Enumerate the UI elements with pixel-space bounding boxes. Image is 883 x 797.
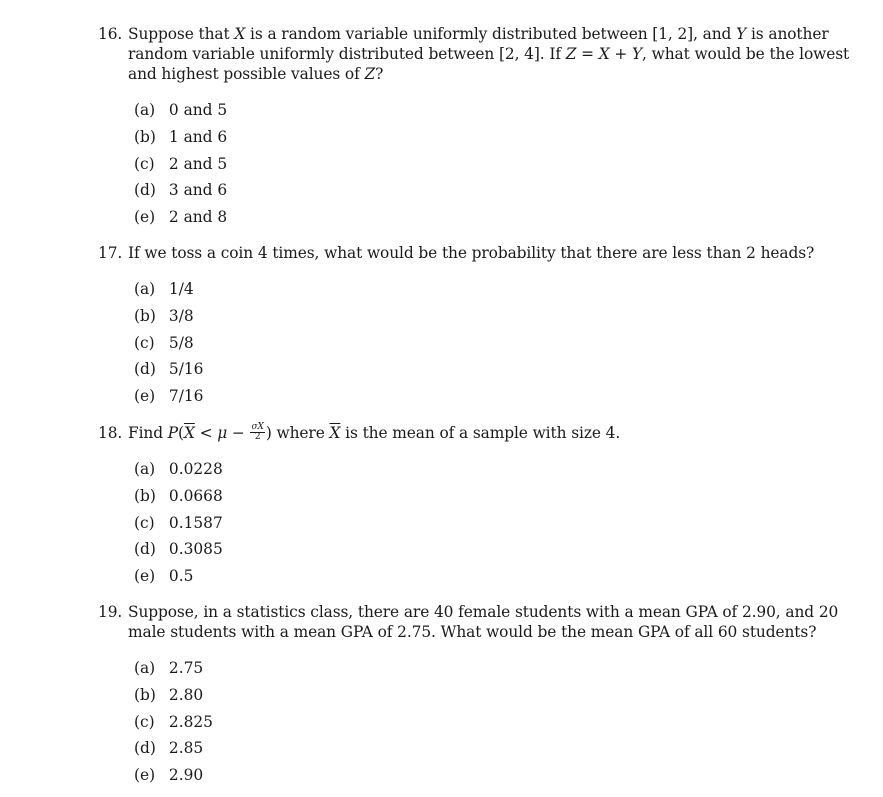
choice-b[interactable]: (b) 2.80 bbox=[134, 685, 204, 704]
question-text: If we toss a coin 4 times, what would be the probability that there are less than 2 heads? bbox=[128, 244, 815, 262]
question-stem bbox=[98, 423, 853, 444]
question-text: Suppose, in a statistics class, there are 40 female students with a mean GPA of 2.90, and 20 male students with a mean GPA of 2.75. What would be the mean GPA of all 60 students? bbox=[128, 603, 839, 641]
choice-e[interactable]: (e) 7/16 bbox=[134, 387, 204, 405]
choice-e[interactable]: (e) 2.90 bbox=[134, 766, 204, 784]
question-text: Find $P(\overline{X} < \mu$ − $\frac{\sigma X}{2}$ ) where $\overline{X}$ is the mean of a sample with size 4. bbox=[128, 421, 621, 442]
question-number: 19. bbox=[98, 603, 123, 621]
question-16 bbox=[98, 24, 853, 226]
question-stem bbox=[98, 24, 853, 84]
choice-b[interactable]: (b) 1 and 6 bbox=[134, 127, 228, 146]
choice-a[interactable]: (a) 0.0228 bbox=[134, 460, 223, 478]
question-number: 16. bbox=[98, 25, 123, 43]
choice-a[interactable]: (a) 1/4 bbox=[134, 280, 194, 298]
choice-c[interactable]: (c) 0.1587 bbox=[134, 513, 223, 532]
choice-list bbox=[134, 100, 227, 234]
choice-c[interactable]: (c) 2 and 5 bbox=[134, 154, 228, 173]
choice-d[interactable]: (d) 3 and 6 bbox=[134, 181, 228, 200]
choice-c[interactable]: (c) 2.825 bbox=[134, 712, 213, 731]
choice-d[interactable]: (d) 0.3085 bbox=[134, 540, 223, 559]
question-18 bbox=[98, 421, 853, 585]
choice-e[interactable]: (e) 2 and 8 bbox=[134, 208, 228, 226]
question-17 bbox=[98, 243, 853, 405]
choice-a[interactable]: (a) 0 and 5 bbox=[134, 101, 228, 119]
choice-b[interactable]: (b) 3/8 bbox=[134, 306, 194, 325]
choice-e[interactable]: (e) 0.5 bbox=[134, 567, 194, 585]
choice-list bbox=[134, 658, 213, 792]
choice-d[interactable]: (d) 5/16 bbox=[134, 360, 204, 379]
question-number: 17. bbox=[98, 244, 123, 262]
choice-d[interactable]: (d) 2.85 bbox=[134, 739, 204, 758]
question-19 bbox=[98, 602, 853, 784]
choice-a[interactable]: (a) 2.75 bbox=[134, 659, 204, 677]
question-stem bbox=[98, 243, 853, 263]
choice-list bbox=[134, 279, 203, 413]
choice-b[interactable]: (b) 0.0668 bbox=[134, 486, 223, 505]
question-stem bbox=[98, 602, 853, 642]
sigma-fraction: $\frac{\sigma X}{2}$ bbox=[251, 421, 264, 442]
question-text: Suppose that X is a random variable uniformly distributed between [1, 2], and Y is another random variable uniformly distributed between [2, 4]. If Z = X + Y, what would be the lowest and highest possible values of Z? bbox=[128, 25, 850, 83]
choice-list bbox=[134, 459, 223, 593]
question-number: 18. bbox=[98, 424, 123, 442]
choice-c[interactable]: (c) 5/8 bbox=[134, 333, 194, 352]
